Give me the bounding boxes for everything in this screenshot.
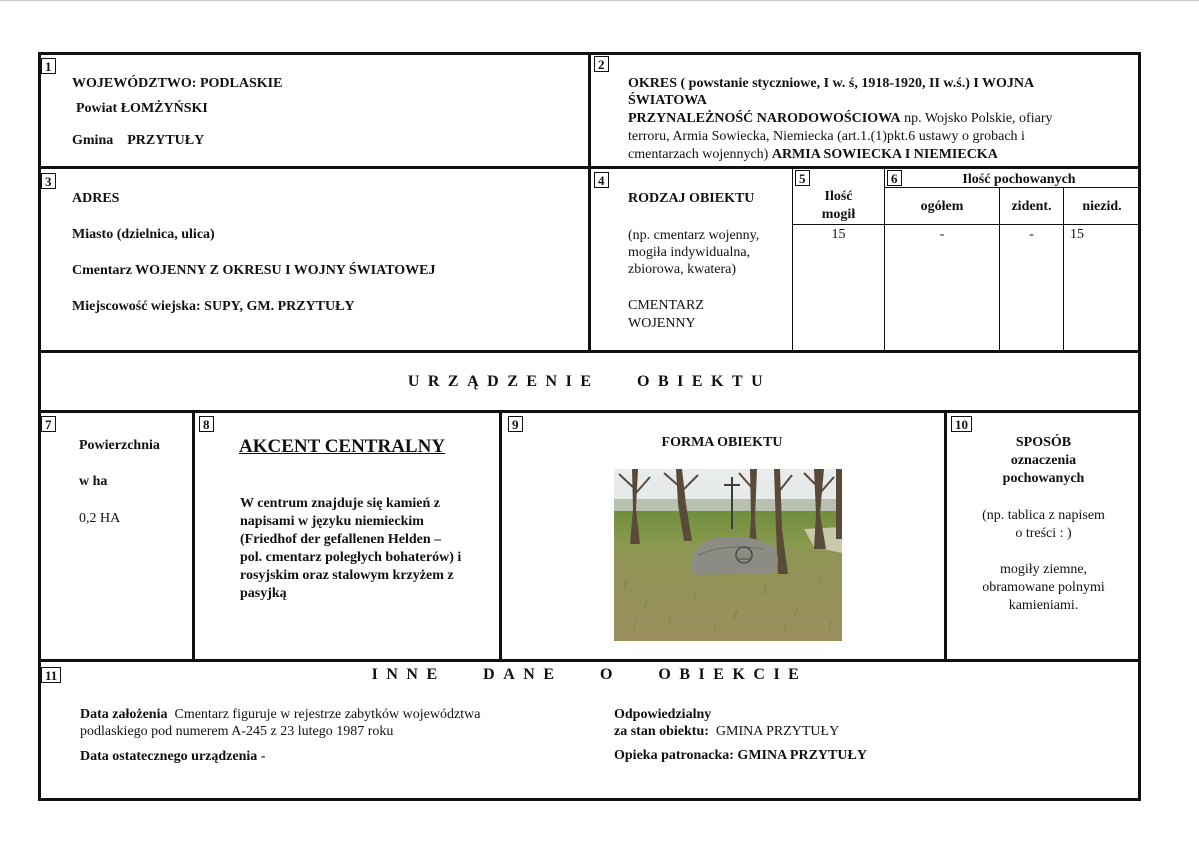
- col-divider-7-8: [192, 410, 195, 661]
- box-number-3: 3: [41, 173, 56, 189]
- rodzaj-hint-2: mogiła indywidualna,: [628, 245, 751, 260]
- data-ostatecznego-urzadzenia: Data ostatecznego urządzenia -: [80, 749, 266, 764]
- gmina-field: Gmina PRZYTUŁY: [72, 133, 205, 148]
- box-number-10: 10: [951, 416, 972, 432]
- urzadzenie-obiektu-heading: URZĄDZENIE OBIEKTU: [407, 373, 772, 390]
- data-zalozenia-text-2: podlaskiego pod numerem A-245 z 23 lutego 1987 roku: [80, 724, 394, 739]
- akcent-line-6: pasyjką: [240, 586, 287, 601]
- box-number-2: 2: [594, 56, 609, 72]
- okres-line-1: OKRES ( powstanie styczniowe, I w. ś, 1918-1920, II w.ś.) I WOJNA: [628, 76, 1035, 91]
- akcent-line-3: (Friedhof der gefallenen Helden –: [240, 532, 442, 547]
- row-divider-4: [38, 659, 1141, 662]
- cemetery-photo-illustration: [614, 469, 842, 641]
- akcent-line-1: W centrum znajduje się kamień z: [240, 496, 440, 511]
- data-zalozenia-text-1: Cmentarz figuruje w rejestrze zabytków województwa: [167, 707, 481, 722]
- rodzaj-hint-1: (np. cmentarz wojenny,: [628, 228, 760, 243]
- data-zalozenia-line-1: [80, 706, 480, 724]
- miejscowosc-field: Miejscowość wiejska: SUPY, GM. PRZYTUŁY: [72, 299, 355, 314]
- sposob-title-3: pochowanych: [1002, 471, 1085, 486]
- box-number-9: 9: [508, 416, 523, 432]
- odpowiedzialny-label: Odpowiedzialny: [614, 707, 712, 722]
- box-number-7: 7: [41, 416, 56, 432]
- wojewodztwo-field: WOJEWÓDZTWO: PODLASKIE: [72, 76, 283, 91]
- forma-obiektu-title: FORMA OBIEKTU: [661, 435, 783, 450]
- przynaleznosc-line-2: terroru, Armia Sowiecka, Niemiecka (art.1.(1)pkt.6 ustawy o grobach i: [628, 129, 1025, 144]
- ilosc-mogil-header-2: mogił: [821, 207, 856, 222]
- sposob-value-2: obramowane polnymi: [982, 580, 1105, 595]
- col-zident-header: zident.: [1011, 199, 1052, 214]
- powierzchnia-label: Powierzchnia: [79, 438, 160, 453]
- box-number-1: 1: [41, 58, 56, 74]
- akcent-line-5: rosyjskim oraz stalowym krzyżem z: [240, 568, 454, 583]
- col-niezid-header: niezid.: [1082, 199, 1122, 214]
- val-niezid: 15: [1070, 227, 1084, 242]
- sposob-hint-1: (np. tablica z napisem: [982, 508, 1105, 523]
- box-number-5: 5: [795, 170, 810, 186]
- rodzaj-obiektu-title: RODZAJ OBIEKTU: [628, 191, 755, 206]
- inne-dane-heading: INNE DANE O OBIEKCIE: [371, 666, 808, 683]
- akcent-line-2: napisami w języku niemieckim: [240, 514, 424, 529]
- cmentarz-field: Cmentarz WOJENNY Z OKRESU I WOJNY ŚWIATOWEJ: [72, 263, 436, 278]
- box-number-4: 4: [594, 172, 609, 188]
- przynaleznosc-line-3: [628, 146, 998, 164]
- akcent-line-4: pol. cmentarz poległych bohaterów) i: [240, 550, 462, 565]
- table-line-header-row: [792, 224, 1140, 225]
- box-number-8: 8: [199, 416, 214, 432]
- przynaleznosc-hint-end: cmentarzach wojennych): [628, 147, 772, 162]
- ilosc-pochowanych-header: Ilość pochowanych: [962, 172, 1076, 187]
- col-ogolem-header: ogółem: [920, 199, 964, 214]
- przynaleznosc-line-1: [628, 110, 1053, 128]
- cemetery-photo: [614, 469, 842, 641]
- scan-top-edge: [0, 0, 1199, 1]
- data-zalozenia-label: Data założenia: [80, 707, 168, 722]
- sposob-value-3: kamieniami.: [1008, 598, 1079, 613]
- akcent-centralny-title: AKCENT CENTRALNY: [239, 436, 446, 457]
- za-stan-obiektu-label: za stan obiektu:: [614, 724, 709, 739]
- sposob-title-2: oznaczenia: [1010, 453, 1077, 468]
- przynaleznosc-label: PRZYNALEŻNOŚĆ NARODOWOŚCIOWA: [628, 111, 901, 126]
- przynaleznosc-hint: np. Wojsko Polskie, ofiary: [900, 111, 1053, 126]
- ilosc-mogil-value: 15: [831, 227, 846, 242]
- opieka-patronacka: Opieka patronacka: GMINA PRZYTUŁY: [614, 748, 867, 763]
- rodzaj-hint-3: zbiorowa, kwatera): [628, 262, 737, 277]
- ilosc-mogil-header-1: Ilość: [824, 189, 853, 204]
- val-zident: -: [1029, 227, 1034, 242]
- za-stan-obiektu-value: GMINA PRZYTUŁY: [708, 724, 840, 739]
- przynaleznosc-value: ARMIA SOWIECKA I NIEMIECKA: [771, 147, 998, 162]
- sposob-hint-2: o treści : ): [1015, 526, 1072, 541]
- col-divider-top: [588, 52, 591, 352]
- table-line-5-6: [884, 168, 885, 350]
- rodzaj-value-2: WOJENNY: [628, 316, 696, 331]
- rodzaj-value-1: CMENTARZ: [628, 298, 704, 313]
- powiat-field: Powiat ŁOMŻYŃSKI: [76, 101, 208, 116]
- row-divider-3: [38, 410, 1141, 413]
- powierzchnia-value: 0,2 HA: [79, 511, 121, 526]
- powierzchnia-unit: w ha: [79, 474, 108, 489]
- sposob-value-1: mogiły ziemne,: [999, 562, 1088, 577]
- okres-line-2: ŚWIATOWA: [628, 93, 707, 108]
- adres-label: ADRES: [72, 191, 120, 206]
- box-number-6: 6: [887, 170, 902, 186]
- odpowiedzialny-line: [614, 723, 839, 741]
- sposob-title-1: SPOSÓB: [1015, 435, 1072, 450]
- val-ogolem: -: [939, 227, 945, 242]
- box-number-11: 11: [41, 667, 61, 683]
- miasto-label: Miasto (dzielnica, ulica): [72, 227, 215, 242]
